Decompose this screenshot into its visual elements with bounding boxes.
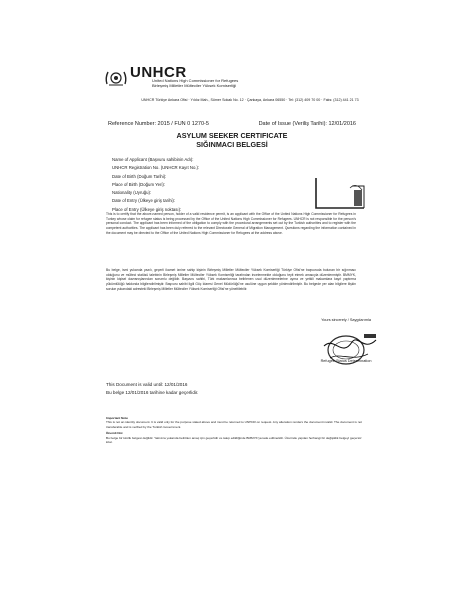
document-title: ASYLUM SEEKER CERTIFICATE	[176, 131, 288, 140]
document-title-turkish: SIĞINMACI BELGESİ	[196, 140, 268, 149]
field-date-of-birth: Date of Birth (Doğum Tarihi):	[112, 173, 167, 179]
signature-caption	[296, 318, 396, 364]
field-applicant-name: Name of Applicant (Başvuru sahibinin Adı):	[112, 157, 194, 162]
certificate-text-english: This is to certify that the above-named person, holder of a valid residence permit, is an applicant with the Office of the United Nations High Commissioner for Refugees in Turkey whose claim for refugee status is being processed by the Office of the United Nations High Commissioner for Refugees. UNHCR is not responsible for the person's personal conduct. The applicant has been informed of the obligation to comply with the procedural arrangements set out by the Turkish authorities and to register with the competent authorities. The applicant has been duly referred to the relevant Directorate General of Migration Management. Questions regarding the information contained in the document may be directed to the Office of the United Nations High Commissioner for Refugees at the address above.	[106, 212, 356, 235]
org-subtitle-tr: Birleşmiş Milletler Mülteciler Yüksek Komiserliği	[152, 83, 237, 88]
field-date-of-entry: Date of Entry (Ülkeye giriş tarihi):	[112, 198, 176, 204]
important-note	[106, 416, 362, 444]
field-nationality: Nationality (Uyruğu):	[112, 190, 152, 196]
field-registration-no: UNHCR Registration No. (UNHCR Kayıt No.):	[112, 165, 200, 171]
photo-stamp-mark-icon	[314, 176, 366, 210]
issue-date-value: 12/01/2016	[328, 121, 356, 127]
signature-line-2: Refugee Status Determination	[320, 358, 372, 363]
reference-number	[108, 121, 209, 127]
note-turkish: Bu belge bir kimlik belgesi değildir. Yalnızca yukarıda belirtilen amaç için geçerlidir ve talep edildiğinde BMMYK'ya iade edilmelidir. Üzerinde yapılan herhangi bir değişiklik belgeyi geçersiz kılar.	[106, 435, 362, 445]
certificate-text-turkish: Bu belge, ismi yukarıda yazılı, geçerli ikamet iznine sahip kişinin Birleşmiş Milletler Mülteciler Yüksek Komiserliği Türkiye Ofisi'ne başvuruda bulunan bir sığınmacı olduğunu ve mülteci statüsü talebinin Birleşmiş Milletler Mülteciler Yüksek Komiserliği tarafından incelenmekte olduğunu teyit etmek amacıyla düzenlenmiştir. BMMYK, kişinin kişisel davranışlarından sorumlu değildir. Başvuru sahibi, Türk makamlarınca belirlenen usul düzenlemelerine uyma ve yetkili makamlara kayıt yaptırma yükümlülüğü hakkında bilgilendirilmiştir. Başvuru sahibi ilgili Göç İdaresi Genel Müdürlüğü'ne usulüne uygun şekilde yönlendirilmiştir. Bu belgede yer alan bilgilere ilişkin sorular yukarıdaki adresteki Birleşmiş Milletler Mülteciler Yüksek Komiserliği Ofisi'ne yöneltilebilir.	[106, 268, 356, 291]
org-subtitle	[152, 78, 238, 88]
applicant-fields	[112, 156, 199, 214]
signature-line-1: Yours sincerely / Saygılarımla	[321, 318, 371, 322]
validity-statement	[106, 381, 198, 397]
validity-turkish: Bu belge 12/01/2016 tarihine kadar geçerlidir.	[106, 390, 199, 395]
field-place-of-birth: Place of Birth (Doğum Yeri):	[112, 181, 166, 187]
reference-label: Reference Number:	[108, 121, 156, 127]
unhcr-laurel-logo-icon	[104, 68, 128, 88]
issue-date-label: Date of Issue (Veriliş Tarihi):	[258, 121, 327, 127]
org-address: UNHCR Türkiye Ankara Ofisi · Yıldız Mah., Sümer Sokak No. 12 · Çankaya, Ankara 06550 · Tel: (312) 409 70 00 · Faks: (312) 441 21 73	[141, 98, 359, 102]
reference-value: 2015 / FUN 0 1270-5	[157, 121, 209, 127]
note-heading: Important Note	[106, 416, 128, 420]
note-english: This is not an identity document. It is valid only for the purpose stated above and must be returned to UNHCR on request. Any alteration renders the document invalid. The document is not transferable and is verified by the Turkish Government.	[106, 420, 363, 429]
org-name: UNHCR	[130, 64, 187, 81]
field-place-of-entry: Place of Entry (Ülkeye giriş noktası):	[112, 206, 182, 212]
note-heading-turkish: Önemli Not	[106, 431, 123, 436]
org-subtitle-en: United Nations High Commissioner for Refugees	[152, 78, 239, 83]
validity-english: This Document is valid until: 12/01/2016	[106, 382, 188, 387]
issue-date	[259, 121, 356, 127]
